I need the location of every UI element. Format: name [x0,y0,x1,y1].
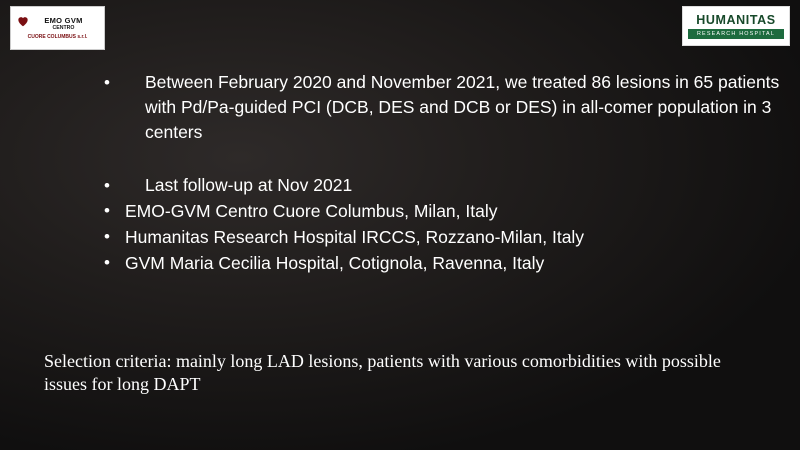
slide-body [0,70,800,276]
list-item [0,198,800,224]
bullet-list-primary [0,70,800,198]
emo-gvm-logo-line3: CUORE COLUMBUS s.r.l. [27,33,88,40]
bullet-marker-icon: • [104,176,110,195]
list-item [0,250,800,276]
list-item-text: Between February 2020 and November 2021, we treated 86 lesions in 65 patients with Pd/Pa-guided PCI (DCB, DES and DCB or DES) in all-comer population in 3 centers [145,72,780,142]
selection-criteria-note: Selection criteria: mainly long LAD lesions, patients with various comorbidities with possible issues for long DAPT [44,351,721,394]
bullet-marker-icon: • [104,227,110,246]
list-item [0,224,800,250]
list-item [0,173,800,198]
list-item-text: GVM Maria Cecilia Hospital, Cotignola, Ravenna, Italy [125,253,545,273]
emo-gvm-logo-line1: EMO GVM [44,15,83,25]
list-item [0,70,800,145]
humanitas-logo [682,6,790,46]
humanitas-logo-subtitle: RESEARCH HOSPITAL [688,29,784,39]
emo-gvm-logo-line2: CENTRO [52,24,75,31]
bullet-marker-icon: • [104,253,110,272]
list-item-text: Humanitas Research Hospital IRCCS, Rozzano-Milan, Italy [125,227,585,247]
bullet-marker-icon: • [104,73,110,92]
bullet-list-centers [0,198,800,276]
humanitas-logo-wordmark: HUMANITAS [696,13,776,27]
emo-gvm-logo [10,6,105,50]
heart-icon [16,14,30,28]
list-item-text: EMO-GVM Centro Cuore Columbus, Milan, Italy [125,201,498,221]
bullet-marker-icon: • [104,201,110,220]
list-item-text: Last follow-up at Nov 2021 [145,175,353,195]
